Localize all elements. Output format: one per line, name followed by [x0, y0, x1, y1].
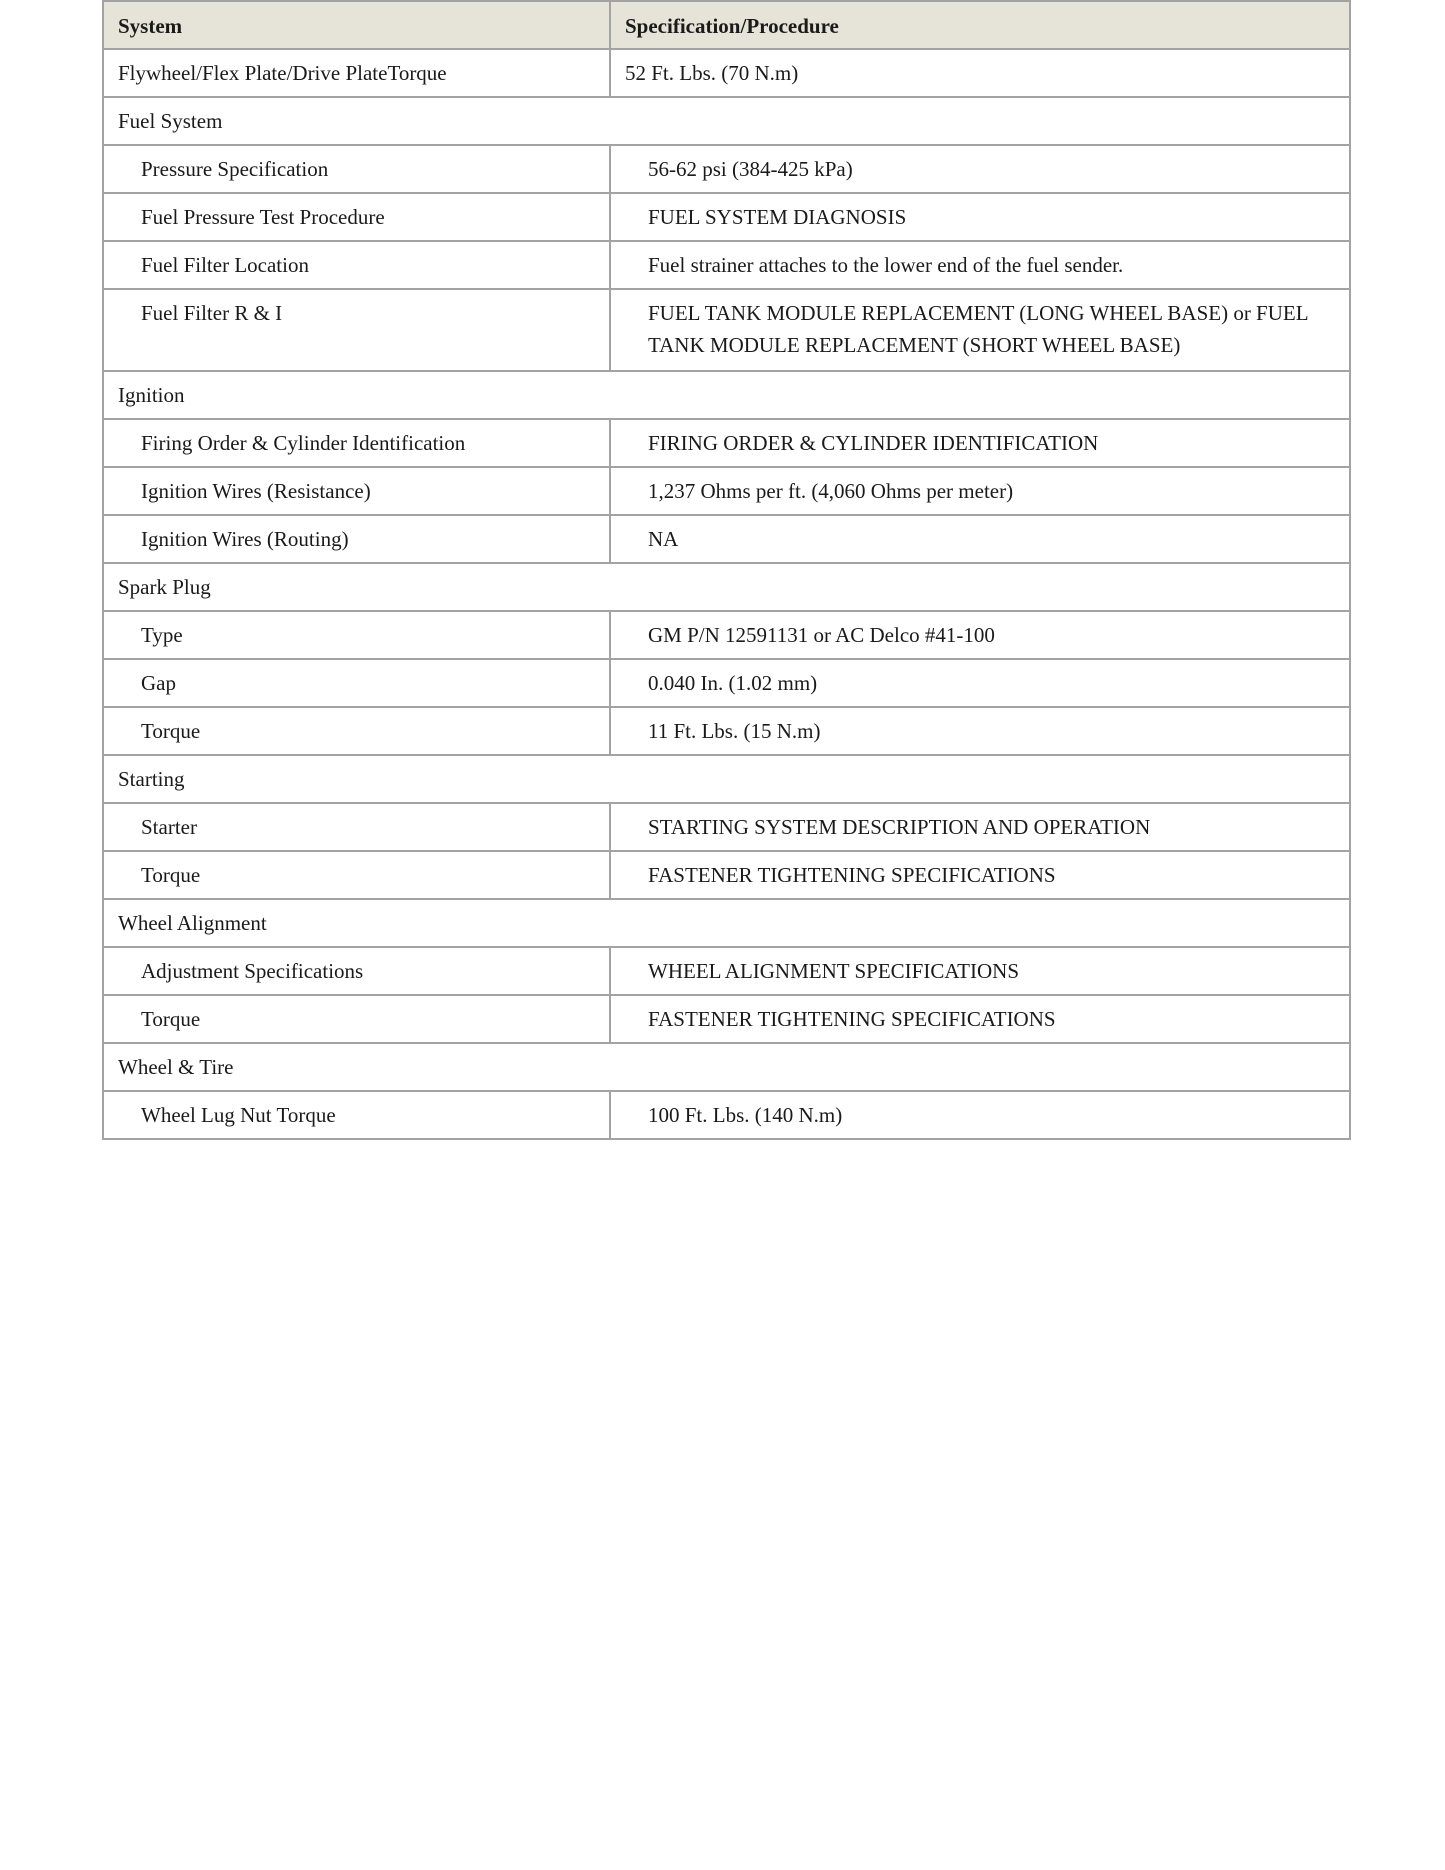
header-specification: Specification/Procedure [610, 1, 1350, 49]
row-value: Fuel strainer attaches to the lower end of the fuel sender. [610, 241, 1350, 289]
section-title: Fuel System [103, 97, 1350, 145]
table-row [103, 851, 1350, 899]
row-value: FUEL SYSTEM DIAGNOSIS [610, 193, 1350, 241]
section-title: Spark Plug [103, 563, 1350, 611]
row-value: FASTENER TIGHTENING SPECIFICATIONS [610, 851, 1350, 899]
row-value: FASTENER TIGHTENING SPECIFICATIONS [610, 995, 1350, 1043]
row-value: 0.040 In. (1.02 mm) [610, 659, 1350, 707]
row-value: FUEL TANK MODULE REPLACEMENT (LONG WHEEL BASE) or FUEL TANK MODULE REPLACEMENT (SHORT WHEEL BASE) [610, 289, 1350, 371]
specification-table [102, 0, 1351, 1140]
row-label: Ignition Wires (Resistance) [103, 467, 610, 515]
section-title: Ignition [103, 371, 1350, 419]
row-label: Fuel Pressure Test Procedure [103, 193, 610, 241]
row-label: Gap [103, 659, 610, 707]
row-value: FIRING ORDER & CYLINDER IDENTIFICATION [610, 419, 1350, 467]
row-value: STARTING SYSTEM DESCRIPTION AND OPERATION [610, 803, 1350, 851]
row-value: 1,237 Ohms per ft. (4,060 Ohms per meter) [610, 467, 1350, 515]
row-label: Firing Order & Cylinder Identification [103, 419, 610, 467]
row-label: Starter [103, 803, 610, 851]
row-label: Flywheel/Flex Plate/Drive PlateTorque [103, 49, 610, 97]
row-label: Fuel Filter Location [103, 241, 610, 289]
table-row [103, 419, 1350, 467]
table-row [103, 515, 1350, 563]
table-row [103, 241, 1350, 289]
section-title: Wheel Alignment [103, 899, 1350, 947]
table-row [103, 659, 1350, 707]
row-label: Torque [103, 995, 610, 1043]
table-row [103, 803, 1350, 851]
row-value: NA [610, 515, 1350, 563]
table-row [103, 707, 1350, 755]
table-row [103, 611, 1350, 659]
section-title: Starting [103, 755, 1350, 803]
row-label: Wheel Lug Nut Torque [103, 1091, 610, 1139]
row-label: Fuel Filter R & I [103, 289, 610, 371]
table-header-row [103, 1, 1350, 49]
section-row-starting [103, 755, 1350, 803]
header-system: System [103, 1, 610, 49]
row-value: GM P/N 12591131 or AC Delco #41-100 [610, 611, 1350, 659]
row-value: WHEEL ALIGNMENT SPECIFICATIONS [610, 947, 1350, 995]
table-row [103, 995, 1350, 1043]
row-label: Torque [103, 707, 610, 755]
section-row-spark-plug [103, 563, 1350, 611]
table-row [103, 289, 1350, 371]
row-label: Type [103, 611, 610, 659]
row-label: Adjustment Specifications [103, 947, 610, 995]
section-title: Wheel & Tire [103, 1043, 1350, 1091]
table-row [103, 947, 1350, 995]
section-row-fuel-system [103, 97, 1350, 145]
table-row [103, 1091, 1350, 1139]
table-row [103, 193, 1350, 241]
section-row-wheel-tire [103, 1043, 1350, 1091]
row-value: 56-62 psi (384-425 kPa) [610, 145, 1350, 193]
table-row [103, 49, 1350, 97]
section-row-ignition [103, 371, 1350, 419]
table-row [103, 145, 1350, 193]
row-value: 11 Ft. Lbs. (15 N.m) [610, 707, 1350, 755]
row-value: 100 Ft. Lbs. (140 N.m) [610, 1091, 1350, 1139]
row-label: Ignition Wires (Routing) [103, 515, 610, 563]
row-label: Pressure Specification [103, 145, 610, 193]
section-row-wheel-alignment [103, 899, 1350, 947]
row-label: Torque [103, 851, 610, 899]
table-row [103, 467, 1350, 515]
row-value: 52 Ft. Lbs. (70 N.m) [610, 49, 1350, 97]
